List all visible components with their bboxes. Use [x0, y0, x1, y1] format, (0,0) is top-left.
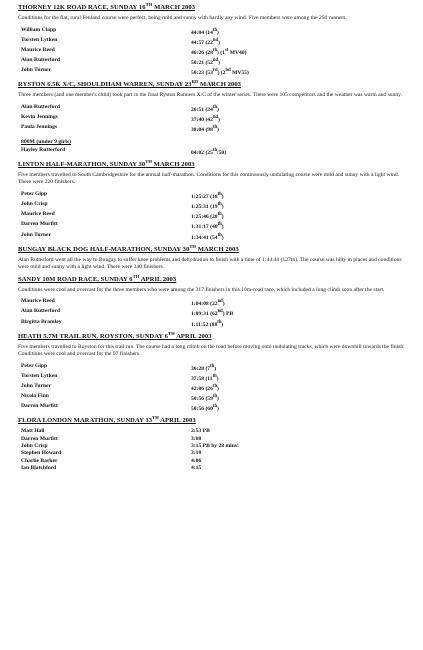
race-title: BUNGAY BLACK DOG HALF-MARATHON, SUNDAY 30TH MARCH 2003 — [18, 243, 239, 253]
sub-results-table — [21, 147, 226, 157]
table-row — [21, 458, 239, 465]
runner-time: 2:53 PB — [191, 428, 210, 435]
runner-time: 04:02 (25th/50) — [191, 147, 227, 156]
race-linton — [18, 158, 409, 242]
runner-name: Stephen Howard — [21, 450, 62, 457]
table-row — [21, 114, 220, 124]
runner-name: Darren Murfitt — [21, 435, 58, 442]
runner-time: 1:09:31 (62nd) PB — [191, 309, 234, 318]
runner-name: Darren Murfitt — [21, 403, 58, 410]
race-title: THORNEY 12K ROAD RACE, SUNDAY 16TH MARCH 2003 — [18, 1, 196, 11]
table-row — [21, 465, 239, 472]
table-row — [21, 37, 249, 47]
runner-time: 4:06 — [191, 457, 202, 464]
runner-name: Maurice Reed — [21, 46, 55, 53]
runner-name: Torsten Lytken — [21, 372, 58, 379]
runner-name: Birgitta Bramley — [21, 318, 62, 325]
table-row — [21, 221, 224, 231]
runner-time: 3:15 PB by 28 mins! — [191, 443, 239, 450]
table-row — [21, 319, 233, 329]
race-bungay — [18, 243, 409, 272]
race-description: Three members (and one member's child) took part in the final Ryston Runners X/C of the winter series. There were 105 competitors and the weather was warm and sunny. — [18, 92, 403, 99]
runner-time: 50:21 (52nd) — [191, 57, 220, 66]
runner-time: 37:58 (11th) — [191, 373, 219, 382]
runner-time: 50:56 (60th) — [191, 404, 219, 413]
race-thorney — [18, 1, 409, 77]
race-london — [18, 417, 409, 472]
race-title: FLORA LONDON MARATHON, SUNDAY 13TH APRIL 2003 — [18, 415, 196, 425]
runner-time: 1:25:46 (20th) — [191, 212, 224, 221]
runner-time: 42:06 (26th) — [191, 383, 219, 392]
results-table — [21, 428, 239, 472]
results-table — [21, 191, 224, 242]
runner-name: Kevin Jennings — [21, 113, 58, 120]
race-title: HEATH 5.7M TRAIL RUN, ROYSTON, SUNDAY 6TH APRIL 2003 — [18, 330, 212, 340]
table-row — [21, 373, 219, 383]
runner-name: Paula Jennings — [21, 124, 58, 131]
runner-time: 46:26 (28th) (1st MV40) — [191, 47, 247, 56]
table-row — [21, 211, 224, 221]
table-row — [21, 436, 239, 443]
race-ryston — [18, 81, 409, 157]
race-heath — [18, 330, 409, 414]
runner-name: Ian Blatchford — [21, 464, 57, 471]
runner-name: John Turner — [21, 231, 52, 238]
runner-time: 38:04 (98th) — [191, 125, 219, 133]
race-description: Conditions for the flat, rural Fenland course were perfect, being mild and sunny with hardly any wind. Five members were among the 250 runners. — [18, 15, 347, 21]
runner-name: Maurice Reed — [21, 298, 55, 305]
table-row — [21, 403, 219, 413]
runner-time: 44:57 (22nd) — [191, 37, 220, 46]
race-title: LINTON HALF-MARATHON, SUNDAY 30TH MARCH 2003 — [18, 158, 195, 168]
runner-time: 4:15 — [191, 464, 202, 471]
runner-name: William Clapp — [21, 26, 57, 33]
runner-time: 1:25:27 (18th) — [191, 191, 224, 200]
table-row — [21, 363, 219, 373]
table-row — [21, 308, 233, 318]
table-row — [21, 191, 224, 201]
runner-name: John Turner — [21, 67, 52, 74]
table-row — [21, 443, 239, 450]
runner-name: Nicola Finn — [21, 393, 49, 400]
results-table — [21, 27, 249, 78]
runner-time: 44:04 (14th) — [191, 27, 219, 36]
table-row — [21, 393, 219, 403]
runner-name: John Turner — [21, 382, 52, 389]
runner-time: 3:18 — [191, 450, 202, 457]
table-row — [21, 67, 249, 77]
table-row — [21, 47, 249, 57]
table-row — [21, 104, 220, 114]
runner-name: John Crisp — [21, 443, 48, 450]
table-row — [21, 298, 233, 308]
runner-time: 50:23 (53rd) (2nd MV55) — [191, 68, 249, 76]
results-table — [21, 363, 219, 414]
runner-time: 1:31:17 (40th) — [191, 222, 224, 231]
runner-time: 1:25:31 (19th) — [191, 202, 224, 210]
race-description: Alan Rutterford went all the way to Bungay to suffer knee problems and dehydration to finish with a time of 1:44:44 (127th). The course was hilly in places and conditions were mild and sunny with a light wind. There were 340 finishers. — [18, 256, 402, 271]
runner-name: Charlie Barker — [21, 457, 58, 464]
runner-time: 50:56 (59th) — [191, 394, 219, 402]
runner-time: 3:08 — [191, 435, 202, 442]
runner-name: Alan Rutterford — [21, 103, 60, 110]
table-row — [21, 57, 249, 67]
results-table — [21, 104, 220, 134]
table-row — [21, 383, 219, 393]
race-sandy — [18, 273, 409, 329]
runner-name: Darren Murfitt — [21, 221, 58, 228]
runner-time: 26:51 (34th) — [191, 104, 219, 113]
runner-name: Maurice Reed — [21, 211, 55, 218]
table-row — [21, 27, 249, 37]
runner-time: 37:40 (42nd) — [191, 114, 220, 123]
race-description: Five members travelled to Royston for this trail run. The course had a long climb on the road before moving onto undulating tracks, which were downhill towards the finish. Conditions were cool and overcast for the 97 finishers. — [18, 343, 405, 358]
table-row — [21, 450, 239, 457]
runner-name: Alan Rutterford — [21, 56, 60, 63]
table-row — [21, 232, 224, 242]
sub-heading: 800M (under 9 girls) — [21, 139, 71, 146]
runner-name: Alan Rutterford — [21, 308, 60, 315]
runner-time: 1:04:08 (22nd) — [191, 299, 225, 308]
race-title: RYSTON 6.5K X/C, SHOULDHAM WARREN, SUNDAY 23RD MARCH 2003 — [18, 79, 242, 89]
runner-name: Hayley Rutterford — [21, 146, 66, 153]
table-row — [21, 124, 220, 134]
runner-name: Torsten Lytken — [21, 36, 58, 43]
table-row — [21, 147, 226, 157]
runner-time: 36:28 (7th) — [191, 363, 217, 372]
race-description: Five members travelled to South Cambridgeshire for the annual half-marathon. Conditions for this continuously undulating course were mild and sunny with a light wind. There were 220 finishers. — [18, 171, 400, 186]
runner-name: Matt Hall — [21, 428, 45, 435]
runner-time: 1:11:52 (88th) — [191, 319, 224, 328]
race-title: SANDY 10M ROAD RACE, SUNDAY 6TH APRIL 2003 — [18, 273, 177, 283]
results-table — [21, 298, 233, 328]
runner-name: John Crisp — [21, 201, 48, 208]
table-row — [21, 428, 239, 435]
race-description: Conditions were cool and overcast for the three members who were among the 317 finishers in this 10m-road race, which included a long climb soon after the start. — [18, 286, 385, 293]
runner-time: 1:34:41 (54th) — [191, 232, 224, 241]
runner-name: Peter Gipp — [21, 362, 48, 369]
table-row — [21, 201, 224, 211]
runner-name: Peter Gipp — [21, 190, 48, 197]
